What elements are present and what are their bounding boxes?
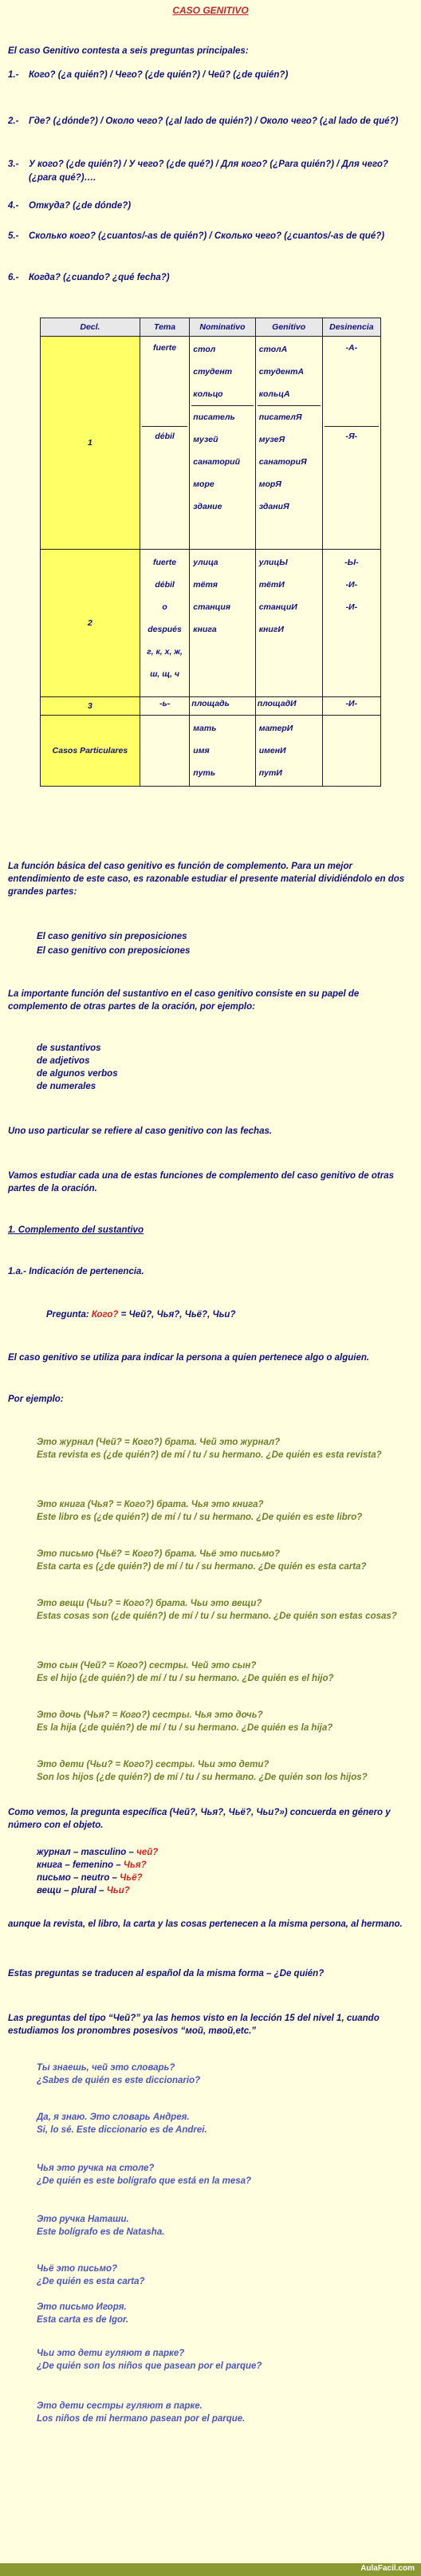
table-row	[41, 550, 381, 697]
header-desinencia: Desinencia	[322, 318, 380, 337]
dialog-line: Чьё это письмо? ¿De quién es esta carta?	[37, 2264, 145, 2286]
list-item: El caso genitivo sin preposiciones	[37, 932, 187, 941]
question-1: 1.- Кого? (¿a quién?) / Чего? (¿de quién?) / Чей? (¿de quién?)	[8, 70, 289, 80]
list-item: de algunos verbos	[37, 1069, 118, 1079]
desinencia-cell: -А- -Я-	[322, 337, 380, 550]
question-3: 3.- У кого? (¿de quién?) / У чего? (¿de qué?) / Для кого? (¿Para quién?) / Для чего? (¿para qué?)….	[8, 160, 388, 183]
declension-table	[40, 318, 381, 787]
intro-text: El caso Genitivo contesta a seis preguntas principales:	[8, 46, 249, 56]
example-block: Это письмо (Чьё? = Кого?) брата. Чьё это письмо? Esta carta es (¿de quién?) de mí / tu / su hermano. ¿De quién es esta carta?	[37, 1549, 367, 1572]
example-block: Это дочь (Чья? = Кого?) сестры. Чья это дочь? Es la hija (¿de quién?) de mí / tu / su hermano. ¿De quién es la hija?	[37, 1710, 333, 1733]
question-5: 5.- Сколько кого? (¿cuantos/-as de quién?) / Сколько чего? (¿cuantos/-as de qué?)	[8, 231, 385, 241]
decl-cell: 2	[41, 550, 140, 697]
desinencia-cell: -И-	[322, 697, 380, 716]
footer-bar	[0, 2563, 421, 2576]
gender-line: журнал – masculino – чей?	[37, 1848, 159, 1857]
dialog-line: Да, я знаю. Это словарь Андрея. Si, lo sé. Este diccionario es de Andrei.	[37, 2112, 207, 2135]
tema-cell	[140, 716, 189, 787]
tema-cell: fuerte débil o después г, к, х, ж, ш, щ, ч	[140, 550, 189, 697]
nominativo-cell: стол студент кольцо писатель музей санаторий море здание	[190, 337, 255, 550]
header-decl: Decl.	[41, 318, 140, 337]
list-item: de adjetivos	[37, 1056, 90, 1066]
example-block: Это вещи (Чьи? = Кого?) брата. Чьи это вещи? Estas cosas son (¿de quién?) de mí / tu / su hermano. ¿De quién son estas cosas?	[37, 1599, 397, 1621]
decl-cell: 1	[41, 337, 140, 550]
table-row	[41, 697, 381, 716]
dialog-line: Ты знаешь, чей это словарь? ¿Sabes de quién es este diccionario?	[37, 2063, 201, 2085]
decl-cell: Casos Particulares	[41, 716, 140, 787]
genitivo-cell: улицЫ тётИ станциИ книгИ	[255, 550, 322, 697]
example-block: Это сын (Чей? = Кого?) сестры. Чей это сын? Es el hijo (¿de quién?) de mí / tu / su hermano. ¿De quién es el hijo?	[37, 1661, 334, 1683]
list-item: El caso genitivo con preposiciones	[37, 946, 191, 956]
paragraph: Por ejemplo:	[8, 1395, 64, 1404]
section-heading: 1. Complemento del sustantivo	[8, 1225, 144, 1235]
dialog-line: Это ручка Наташи. Este bolígrafo es de Natasha.	[37, 2215, 165, 2237]
header-tema: Tema	[140, 318, 189, 337]
tema-cell: fuerte débil	[140, 337, 189, 550]
desinencia-cell	[322, 716, 380, 787]
dialog-line: Это дети сестры гуляют в парке. Los niños de mi hermano pasean por el parque.	[37, 2401, 246, 2424]
example-block: Это дети (Чьи? = Кого?) сестры. Чьи это дети? Son los hijos (¿de quién?) de mí / tu / su hermano. ¿De quién son los hijos?	[37, 1760, 368, 1782]
genitivo-cell: столА студентА кольцА писателЯ музеЯ санаториЯ морЯ зданиЯ	[255, 337, 322, 550]
paragraph: Estas preguntas se traducen al español da la misma forma – ¿De quién?	[8, 1969, 325, 1978]
question-2: 2.- Где? (¿dónde?) / Около чего? (¿al lado de quién?) / Около чего? (¿al lado de qué?)	[8, 116, 399, 126]
table-row	[41, 716, 381, 787]
dialog-line: Это письмо Игоря. Esta carta es de Igor.	[37, 2302, 129, 2325]
nominativo-cell: мать имя путь	[190, 716, 255, 787]
gender-line: вещи – plural – Чьи?	[37, 1886, 130, 1896]
genitivo-cell: матерИ именИ путИ	[255, 716, 322, 787]
question-4: 4.- Откуда? (¿de dónde?)	[8, 201, 132, 211]
table-header-row	[41, 318, 381, 337]
decl-cell: 3	[41, 697, 140, 716]
footer-logo[interactable]: AulaFacil.com	[360, 2564, 415, 2573]
header-genitivo: Genitivo	[255, 318, 322, 337]
paragraph: El caso genitivo se utiliza para indicar la persona a quien pertenece algo o alguien.	[8, 1353, 370, 1363]
paragraph: La función básica del caso genitivo es función de complemento. Para un mejor entendimiento de este caso, es razonable estudiar el presente material dividiéndolo en dos grandes partes:	[8, 862, 405, 897]
example-block: Это журнал (Чей? = Кого?) брата. Чей это журнал? Esta revista es (¿de quién?) de mí / tu / su hermano. ¿De quién es esta revista?	[37, 1438, 382, 1460]
tema-cell: -ь-	[140, 697, 189, 716]
paragraph: La importante función del sustantivo en el caso genitivo consiste en su papel de complemento de otras partes de la oración, por ejemplo:	[8, 989, 360, 1012]
list-item: de sustantivos	[37, 1043, 101, 1053]
paragraph: Uno uso particular se refiere al caso genitivo con las fechas.	[8, 1126, 273, 1136]
list-item: de numerales	[37, 1082, 96, 1091]
table-row	[41, 337, 381, 550]
nominativo-cell: площадь	[190, 697, 255, 716]
paragraph: Vamos estudiar cada una de estas funciones de complemento del caso genitivo de otras partes de la oración.	[8, 1171, 394, 1193]
paragraph: aunque la revista, el libro, la carta y las cosas pertenecen a la misma persona, al hermano.	[8, 1919, 403, 1929]
dialog-line: Чьи это дети гуляют в парке? ¿De quién son los niños que pasean por el parque?	[37, 2349, 262, 2371]
example-block: Это книга (Чья? = Кого?) брата. Чья это книга? Este libro es (¿de quién?) de mí / tu / su hermano. ¿De quién es este libro?	[37, 1500, 363, 1522]
paragraph: Las preguntas del tipo “Чей?” ya las hemos visto en la lección 15 del nivel 1, cuando estudiamos los pronombres posesivos “мой, твой,etc.”	[8, 2014, 380, 2036]
paragraph: Como vemos, la pregunta específica (Чей?, Чья?, Чьё?, Чьи?») concuerda en género y número con el objeto.	[8, 1808, 391, 1830]
nominativo-cell: улица тётя станция книга	[190, 550, 255, 697]
genitivo-cell: площадИ	[255, 697, 322, 716]
subsection-heading: 1.a.- Indicación de pertenencia.	[8, 1267, 144, 1276]
gender-line: книга – femenino – Чья?	[37, 1860, 147, 1870]
desinencia-cell: -Ы- -И- -И-	[322, 550, 380, 697]
question-6: 6.- Когда? (¿cuando? ¿qué fecha?)	[8, 273, 170, 282]
dialog-line: Чья это ручка на столе? ¿De quién es este bolígrafo que está en la mesa?	[37, 2164, 252, 2186]
gender-line: письмо – neutro – Чьё?	[37, 1873, 143, 1883]
page-title: CASO GENITIVO	[172, 5, 249, 16]
question-line: Pregunta: Кого? = Чей?, Чья?, Чьё?, Чьи?	[46, 1310, 236, 1320]
header-nominativo: Nominativo	[190, 318, 255, 337]
